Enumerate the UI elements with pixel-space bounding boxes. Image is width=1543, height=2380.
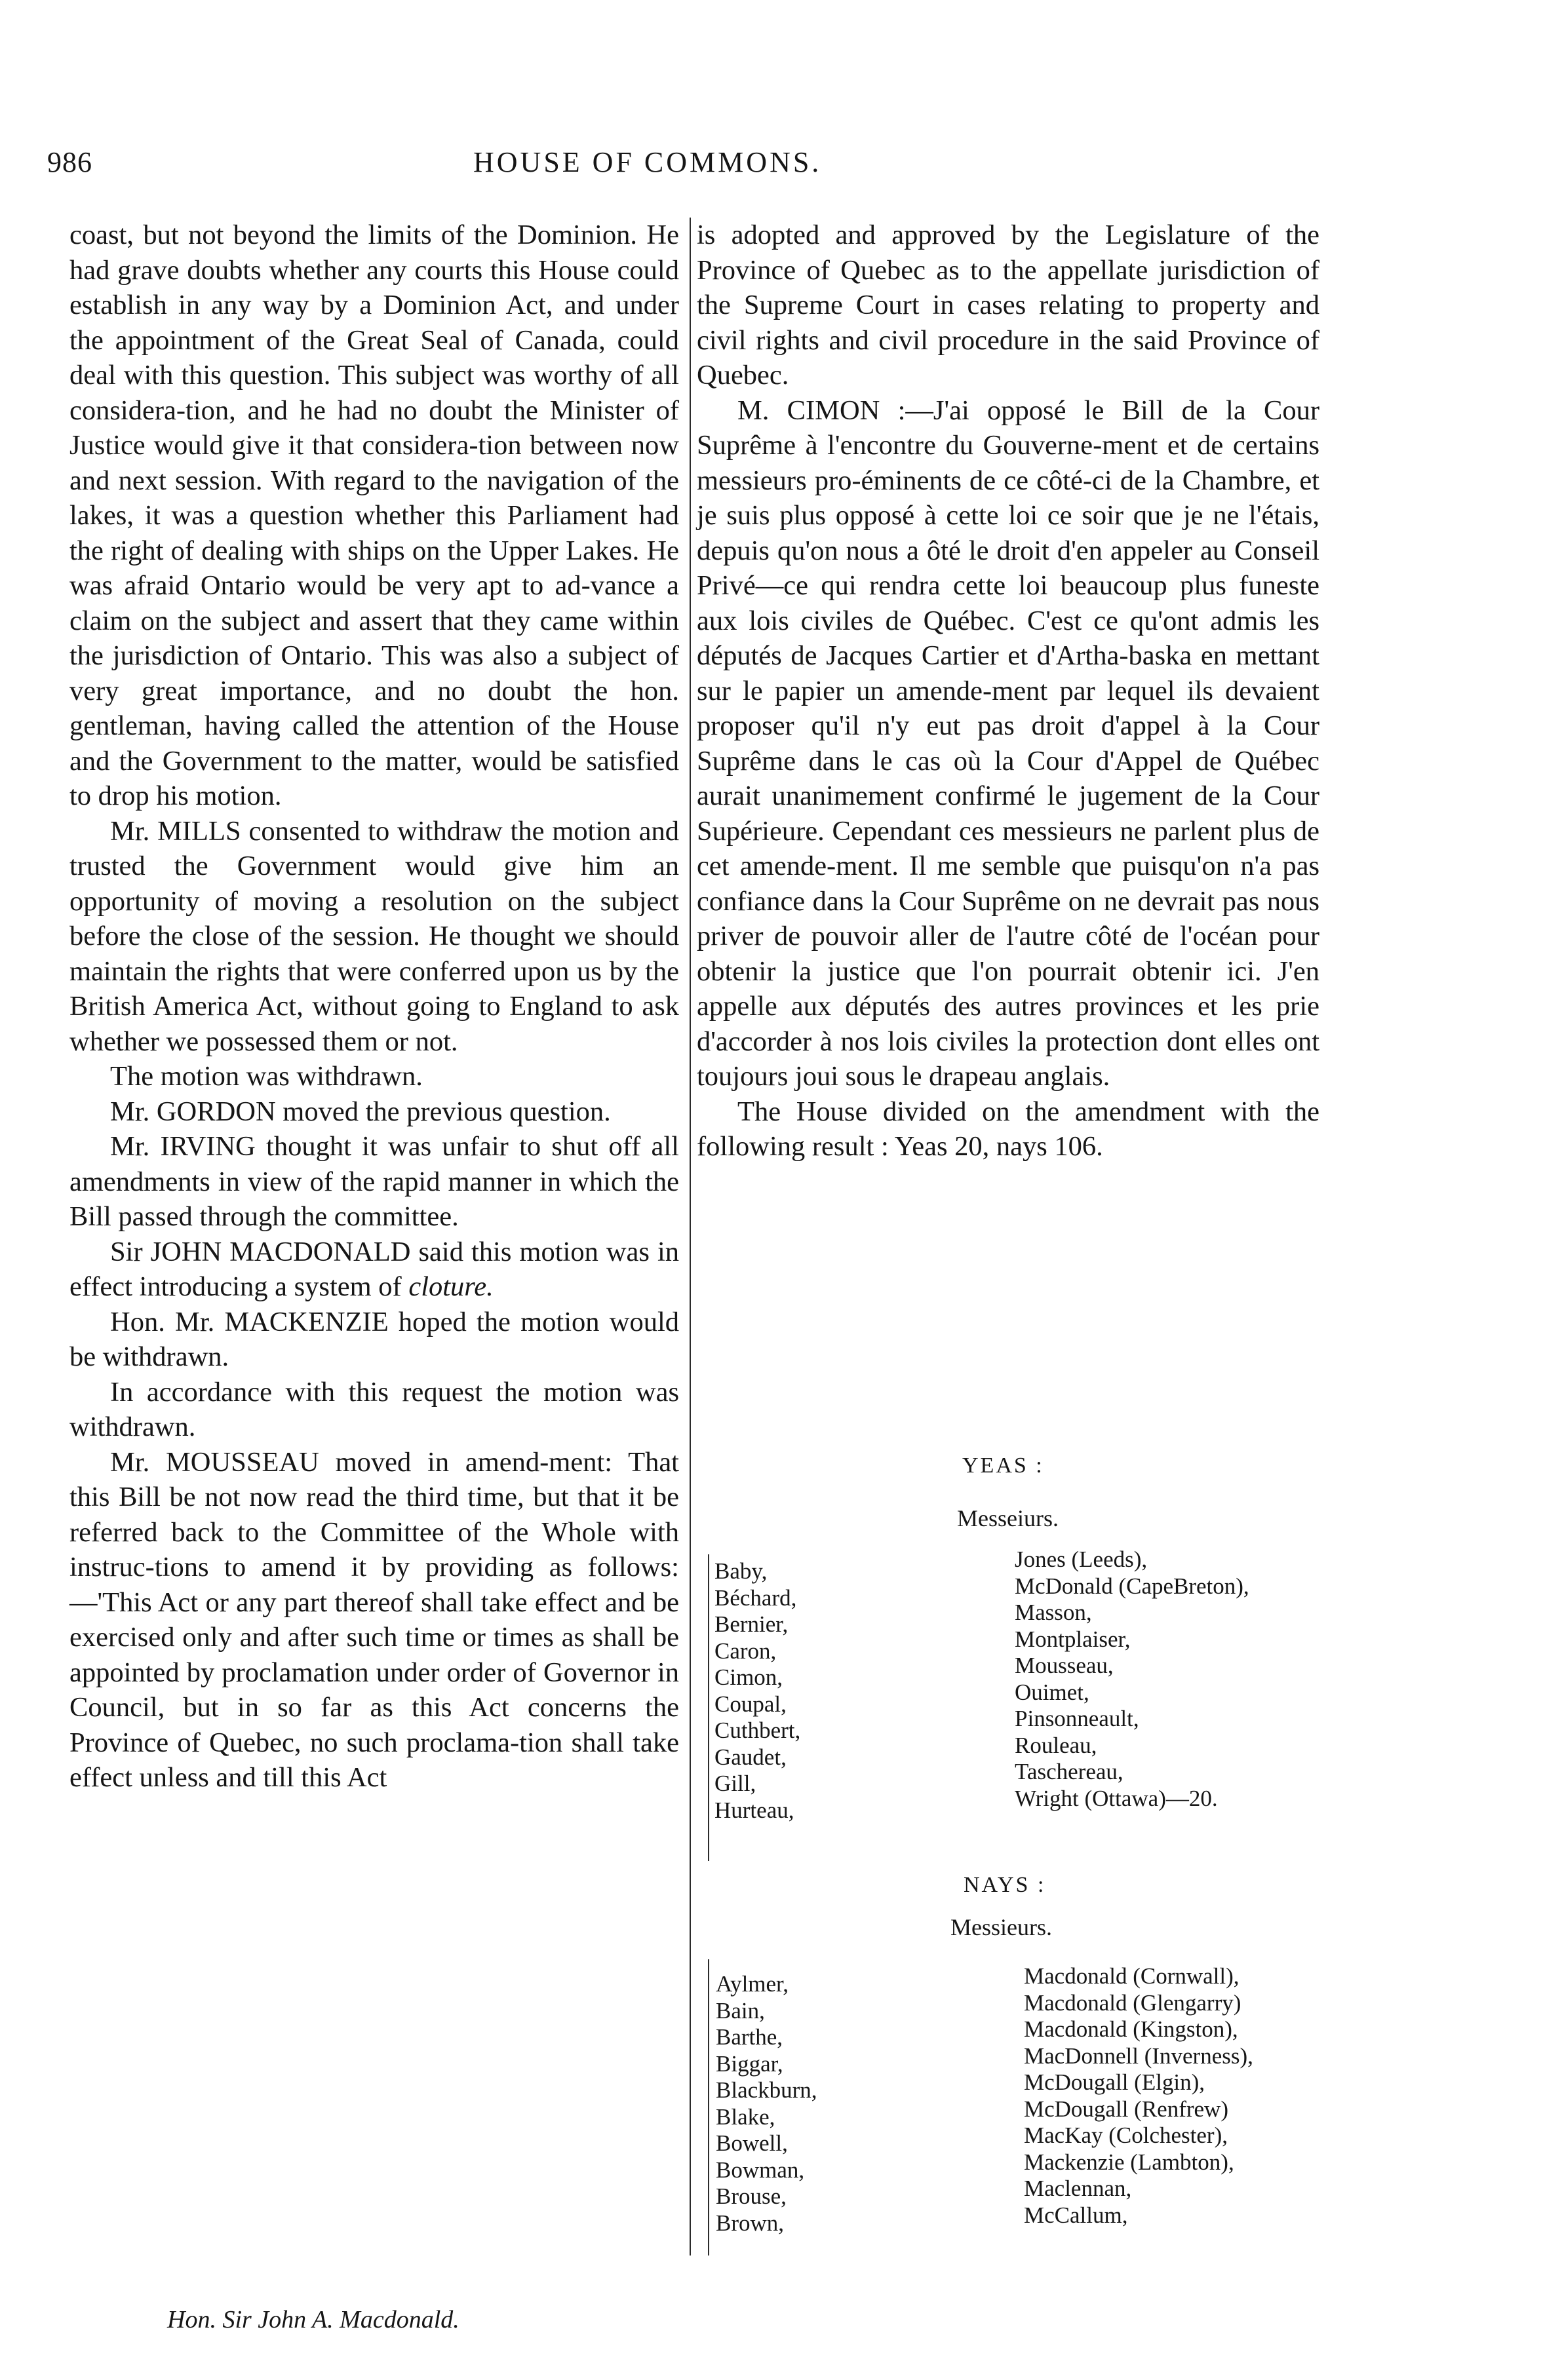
left-paragraph-6: [69, 1235, 679, 1305]
list-item: Jones (Leeds),: [1015, 1546, 1148, 1572]
left-paragraph-1: coast, but not beyond the limits of the Dominion. He had grave doubts whether any courts this House could establish in any way by a Dominion Act, and under the appointment of the Great Seal of Canada, could deal with this question. This subject was worthy of all considera-tion, and he had no doubt the Minister of Justice would give it that considera-tion between now and next session. With regard to the navigation of the lakes, it was a question whether this Parliament had the right of dealing with ships on the Upper Lakes. He was afraid Ontario would be very apt to ad-vance a claim on the subject and assert that they came within the jurisdiction of Ontario. This was also a subject of very great importance, and no doubt the hon. gentleman, having called the attention of the House and the Government to the matter, would be satisfied to drop his motion.: [69, 220, 679, 811]
right-paragraph-1: is adopted and approved by the Legislature of the Province of Quebec as to the appellate jurisdiction of the Supreme Court in cases relating to property and civil rights and civil procedure in the said Province of Quebec.: [697, 220, 1319, 391]
list-item: Macdonald (Glengarry): [1024, 1989, 1241, 2016]
left-paragraph-2: Mr. MILLS consented to withdraw the motion and trusted the Government would give him an opportunity of moving a resolution on the subject before the close of the session. He thought we should maintain the rights that were conferred upon us by the British America Act, without going to England to ask whether we possessed them or not.: [69, 815, 679, 1057]
footer-catchword: Hon. Sir John A. Macdonald.: [167, 2306, 459, 2333]
left-paragraph-7: Hon. Mr. MACKENZIE hoped the motion would be withdrawn.: [69, 1306, 679, 1372]
right-paragraph-3: The House divided on the amendment with the following result : Yeas 20, nays 106.: [697, 1096, 1319, 1162]
yeas-subheading: Messeiurs.: [957, 1505, 1059, 1531]
left-paragraph-8: In accordance with this request the motion was withdrawn.: [69, 1376, 679, 1442]
list-item: Gill,: [714, 1771, 756, 1796]
list-item: Taschereau,: [1015, 1759, 1123, 1784]
list-item: Brouse,: [716, 2183, 787, 2209]
yeas-list-rule: [708, 1554, 709, 1861]
list-item: Masson,: [1015, 1600, 1092, 1625]
list-item: McDonald (CapeBreton),: [1015, 1573, 1249, 1599]
nays-list-right: [1024, 1963, 1253, 2229]
list-item: Aylmer,: [716, 1971, 789, 1997]
left-paragraph-3: The motion was withdrawn.: [110, 1061, 423, 1092]
list-item: Bernier,: [714, 1611, 789, 1637]
list-item: Béchard,: [714, 1584, 797, 1611]
nays-list-rule: [708, 1959, 709, 2255]
yeas-list-right: [1015, 1546, 1249, 1812]
list-item: Macdonald (Cornwall),: [1024, 1963, 1240, 1989]
list-item: Montplaiser,: [1015, 1626, 1131, 1652]
list-item: Mackenzie (Lambton),: [1024, 2149, 1234, 2175]
list-item: Gaudet,: [714, 1744, 787, 1770]
list-item: McCallum,: [1024, 2202, 1128, 2228]
list-item: Hurteau,: [714, 1797, 794, 1823]
list-item: Blake,: [716, 2103, 775, 2130]
list-item: Brown,: [716, 2210, 785, 2236]
list-item: Bowman,: [716, 2157, 805, 2183]
list-item: Mousseau,: [1015, 1653, 1114, 1678]
right-paragraph-2: M. CIMON :—J'ai opposé le Bill de la Cour Suprême à l'encontre du Gouverne-ment et de certains messieurs pro-éminents de ce côté-ci de la Chambre, et je suis plus opposé à cette loi ce soir que je ne l'étais, depuis qu'on nous a ôté le droit d'en appeler au Conseil Privé—ce qui rendra cette loi beaucoup plus funeste aux lois civiles de Québec. C'est ce qu'ont admis les députés de Jacques Cartier et d'Artha-baska en mettant sur le papier un amende-ment par lequel ils devaient proposer qu'il n'y eut pas droit d'appel à la Cour Suprême dans le cas où la Cour d'Appel de Québec aurait unanimement confirmé le jugement de la Cour Supérieure. Cependant ces messieurs ne parlent plus de cet amende-ment. Il me semble que puisqu'on n'a pas confiance dans la Cour Suprême on ne devrait pas nous priver de pouvoir aller de l'autre côté de l'océan pour obtenir la justice que l'on pourrait obtenir ici. J'en appelle aux députés des autres provinces et les prie d'accorder à nos lois civiles la protection dont elles ont toujours joui sous le drapeau anglais.: [697, 394, 1319, 1092]
list-item: Bowell,: [716, 2130, 788, 2156]
left-paragraph-4: Mr. GORDON moved the previous question.: [110, 1096, 611, 1127]
list-item: McDougall (Renfrew): [1024, 2096, 1228, 2122]
list-item: Ouimet,: [1015, 1679, 1089, 1705]
list-item: McDougall (Elgin),: [1024, 2069, 1205, 2095]
left-paragraph-9: Mr. MOUSSEAU moved in amend-ment: That this Bill be not now read the third time, but that it be referred back to the Committee of the Whole with instruc-tions to amend it by providing as follows:—'This Act or any part thereof shall take effect and be exercised only and after such time or times as shall be appointed by proclamation under order of Governor in Council, but in so far as this Act concerns the Province of Quebec, no such proclama-tion shall take effect unless and till this Act: [69, 1446, 679, 1793]
list-item: Barthe,: [716, 2024, 783, 2050]
list-item: Caron,: [714, 1638, 777, 1664]
list-item: MacKay (Colchester),: [1024, 2122, 1228, 2148]
yeas-list-left: [714, 1558, 800, 1824]
list-item: Wright (Ottawa)—20.: [1015, 1785, 1218, 1811]
list-item: Pinsonneault,: [1015, 1706, 1139, 1731]
list-item: Baby,: [714, 1558, 768, 1584]
list-item: Bain,: [716, 1997, 765, 2024]
list-item: Coupal,: [714, 1691, 787, 1717]
nays-list-left: [716, 1971, 817, 2236]
list-item: Cuthbert,: [714, 1718, 801, 1743]
left-column: [69, 218, 679, 1795]
running-head: HOUSE OF COMMONS.: [473, 146, 822, 178]
list-item: Maclennan,: [1024, 2176, 1132, 2201]
list-item: Cimon,: [714, 1664, 783, 1690]
left-paragraph-6-italic: cloture.: [408, 1271, 494, 1302]
list-item: MacDonnell (Inverness),: [1024, 2043, 1253, 2069]
list-item: Macdonald (Kingston),: [1024, 2016, 1238, 2042]
page-number: 986: [47, 146, 92, 178]
nays-subheading: Messieurs.: [950, 1914, 1052, 1940]
column-divider: [690, 218, 691, 2255]
left-paragraph-6-text: Sir JOHN MACDONALD said this motion was in effect introducing a system of: [69, 1236, 679, 1302]
nays-heading: NAYS :: [964, 1873, 1046, 1897]
list-item: Rouleau,: [1015, 1732, 1097, 1758]
right-column: [697, 218, 1319, 1164]
page-header: [47, 145, 1358, 182]
list-item: Blackburn,: [716, 2077, 817, 2103]
left-paragraph-5: Mr. IRVING thought it was unfair to shut off all amendments in view of the rapid manner in which the Bill passed through the committee.: [69, 1131, 679, 1232]
list-item: Biggar,: [716, 2050, 783, 2077]
yeas-heading: YEAS :: [962, 1453, 1044, 1478]
